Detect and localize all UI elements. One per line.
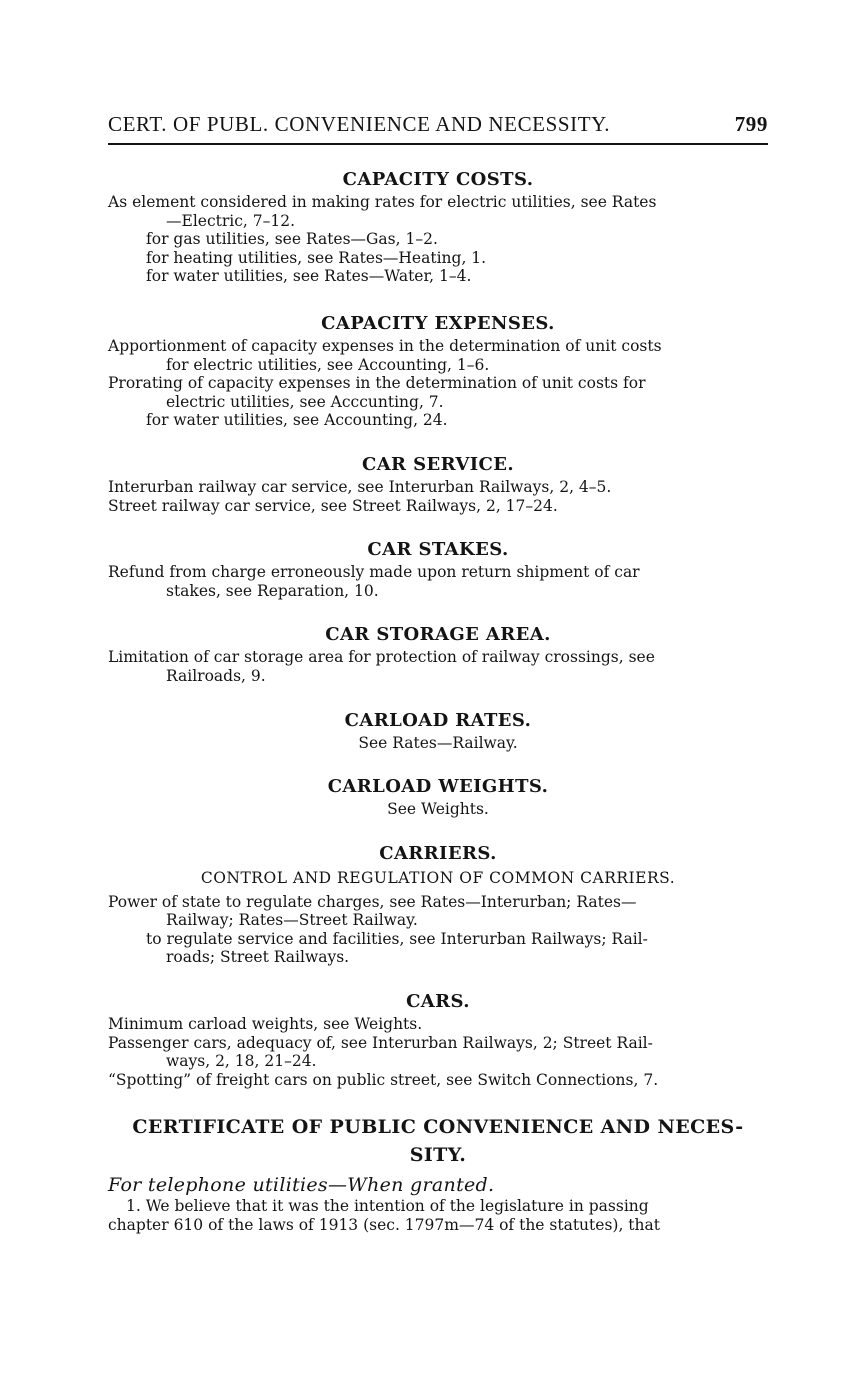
heading-carriers: CARRIERS.	[379, 842, 497, 864]
heading-carload-weights: CARLOAD WEIGHTS.	[327, 776, 549, 798]
section-car-storage-area	[108, 622, 768, 685]
section-capacity-expenses	[108, 311, 768, 430]
entry-line: roads; Street Railways.	[166, 948, 350, 967]
section-car-stakes	[108, 537, 768, 600]
entry-line: for water utilities, see Accounting, 24.	[146, 411, 448, 430]
entry-line: —Electric, 7–12.	[166, 211, 296, 230]
entry-line: for electric utilities, see Accounting, 1–6.	[166, 355, 490, 374]
running-head-title: CERT. OF PUBL. CONVENIENCE AND NECESSITY.	[108, 112, 611, 136]
entry-car-service	[108, 478, 768, 515]
heading-cars: CARS.	[406, 991, 470, 1013]
heading-car-stakes: CAR STAKES.	[367, 539, 509, 561]
section-carload-rates	[108, 708, 768, 753]
entry-car-storage-area	[108, 648, 768, 685]
section-carload-weights	[108, 774, 768, 819]
heading-capacity-costs: CAPACITY COSTS.	[342, 169, 534, 190]
section-cars	[108, 989, 768, 1089]
entry-line: Interurban railway car service, see Interurban Railways, 2, 4–5.	[108, 477, 612, 496]
entry-line: Street railway car service, see Street Railways, 2, 17–24.	[108, 496, 558, 515]
section-capacity-costs	[108, 167, 768, 286]
heading-carload-rates: CARLOAD RATES.	[344, 709, 532, 731]
running-head	[108, 112, 768, 145]
entry-carload-rates	[108, 734, 768, 753]
entry-line: Passenger cars, adequacy of, see Interurban Railways, 2; Street Rail-	[108, 1033, 653, 1052]
entry-capacity-costs	[108, 193, 768, 286]
entry-line: 1. We believe that it was the intention of the legislature in passing	[126, 1197, 649, 1216]
entry-certificate	[108, 1197, 768, 1234]
entry-line: “Spotting” of freight cars on public street, see Switch Connections, 7.	[108, 1070, 659, 1089]
entry-line: for heating utilities, see Rates—Heating, 1.	[146, 248, 487, 267]
section-car-service	[108, 452, 768, 515]
entry-capacity-expenses	[108, 337, 768, 430]
entry-line: to regulate service and facilities, see Interurban Railways; Rail-	[146, 929, 648, 948]
entry-carload-weights	[108, 800, 768, 819]
entry-line: chapter 610 of the laws of 1913 (sec. 1797m—74 of the statutes), that	[108, 1216, 660, 1235]
entry-cars	[108, 1015, 768, 1089]
page	[108, 112, 768, 1235]
subheading-carriers: CONTROL AND REGULATION OF COMMON CARRIERS.	[200, 868, 676, 887]
entry-line: stakes, see Reparation, 10.	[166, 581, 379, 600]
entry-line: Railroads, 9.	[166, 666, 266, 685]
italic-subhead: For telephone utilities—When granted.	[108, 1174, 495, 1197]
entry-line: Power of state to regulate charges, see Rates—Interurban; Rates—	[108, 892, 637, 911]
entry-line: Apportionment of capacity expenses in the determination of unit costs	[108, 336, 662, 355]
entry-line: Refund from charge erroneously made upon return shipment of car	[108, 563, 640, 582]
heading-car-service: CAR SERVICE.	[361, 453, 515, 475]
heading-certificate-line1: CERTIFICATE OF PUBLIC CONVENIENCE AND NECES-	[132, 1116, 744, 1139]
entry-carriers	[108, 893, 768, 967]
entry-line: for gas utilities, see Rates—Gas, 1–2.	[146, 230, 438, 249]
heading-car-storage-area: CAR STORAGE AREA.	[325, 624, 551, 646]
page-number: 799	[734, 112, 768, 136]
entry-line: electric utilities, see Acccunting, 7.	[166, 392, 444, 411]
entry-car-stakes	[108, 563, 768, 600]
entry-line: Railway; Rates—Street Railway.	[166, 911, 418, 930]
entry-line: Prorating of capacity expenses in the determination of unit costs for	[108, 374, 646, 393]
heading-capacity-expenses: CAPACITY EXPENSES.	[321, 312, 555, 334]
entry-line: As element considered in making rates for electric utilities, see Rates	[108, 193, 657, 211]
section-certificate	[108, 1113, 768, 1234]
entry-line: for water utilities, see Rates—Water, 1–4.	[146, 267, 472, 286]
entry-line: Limitation of car storage area for protection of railway crossings, see	[108, 648, 655, 667]
section-carriers	[108, 841, 768, 967]
entry-line: Minimum carload weights, see Weights.	[108, 1015, 423, 1034]
entry-line: ways, 2, 18, 21–24.	[166, 1052, 317, 1071]
heading-certificate-line2: SITY.	[409, 1144, 467, 1167]
entry-line: See Weights.	[387, 800, 489, 819]
entry-line: See Rates—Railway.	[358, 733, 518, 752]
